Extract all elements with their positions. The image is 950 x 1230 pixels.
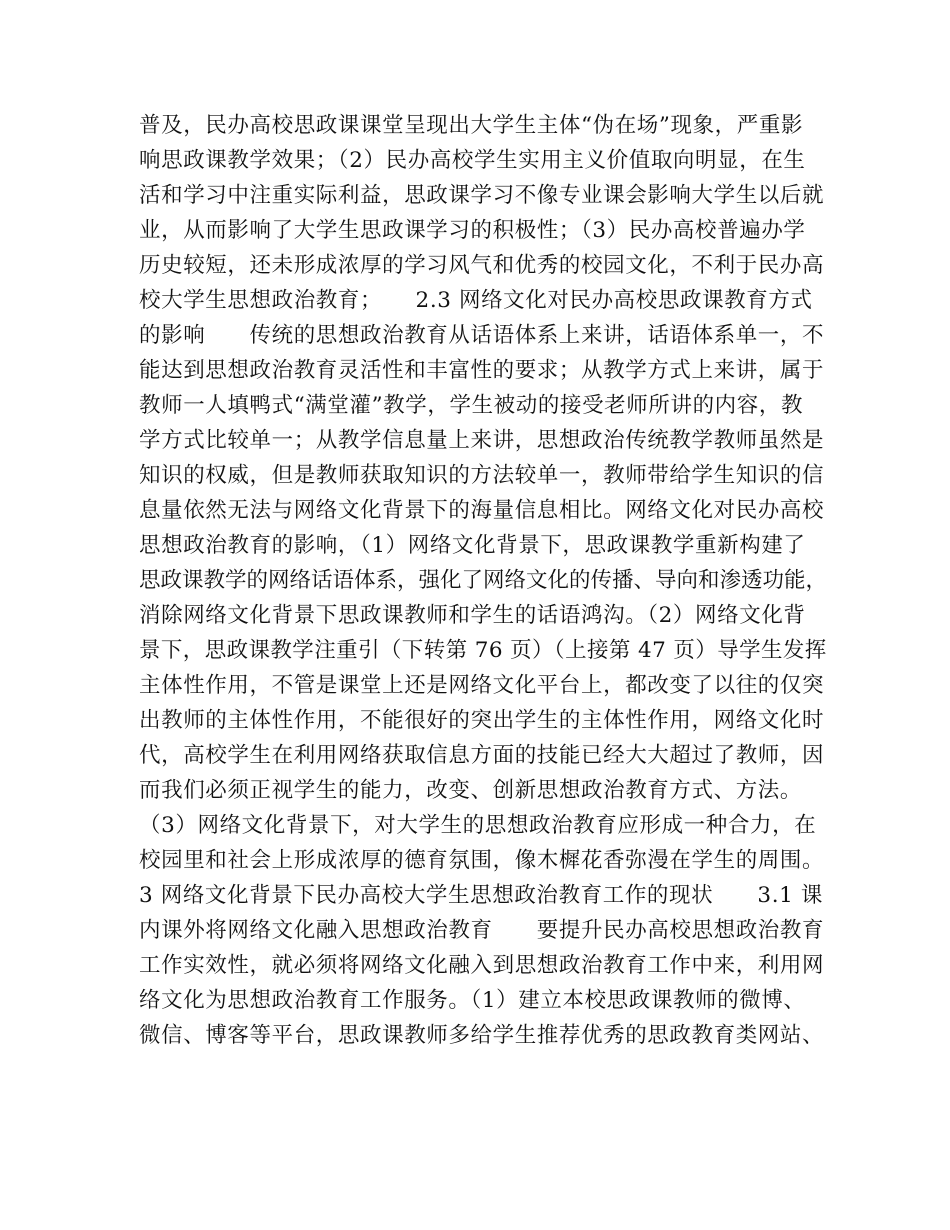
text-line: 络文化为思想政治教育工作服务。（1）建立本校思政课教师的微博、 — [139, 988, 806, 1013]
text-line: 而我们必须正视学生的能力，改变、创新思想政治教育方式、方法。 — [139, 778, 803, 803]
text-line: 历史较短，还未形成浓厚的学习风气和优秀的校园文化，不利于民办高 — [139, 253, 825, 278]
text-line: 校大学生思想政治教育； 2.3 网络文化对民办高校思政课教育方式 — [139, 288, 813, 313]
text-line: 校园里和社会上形成浓厚的德育氛围，像木樨花香弥漫在学生的周围。 — [139, 848, 825, 873]
text-line: 微信、博客等平台，思政课教师多给学生推荐优秀的思政教育类网站、 — [139, 1023, 825, 1048]
text-line: 内课外将网络文化融入思想政治教育 要提升民办高校思想政治教育 — [139, 918, 825, 943]
text-line: 消除网络文化背景下思政课教师和学生的话语鸿沟。（2）网络文化背 — [139, 603, 806, 628]
text-line: 的影响 传统的思想政治教育从话语体系上来讲，话语体系单一，不 — [139, 323, 825, 348]
text-line: 教师一人填鸭式“满堂灌”教学，学生被动的接受老师所讲的内容，教 — [139, 393, 804, 418]
text-line: 出教师的主体性作用，不能很好的突出学生的主体性作用，网络文化时 — [139, 708, 825, 733]
text-line: 学方式比较单一；从教学信息量上来讲，思想政治传统教学教师虽然是 — [139, 428, 825, 453]
text-line: 响思政课教学效果；（2）民办高校学生实用主义价值取向明显，在生 — [139, 148, 806, 173]
text-line: 主体性作用，不管是课堂上还是网络文化平台上，都改变了以往的仅突 — [139, 673, 825, 698]
text-line: 思政课教学的网络话语体系，强化了网络文化的传播、导向和渗透功能， — [139, 568, 828, 593]
text-line: 思想政治教育的影响，（1）网络文化背景下，思政课教学重新构建了 — [139, 533, 806, 558]
text-line: （3）网络文化背景下，对大学生的思想政治教育应形成一种合力，在 — [139, 813, 817, 838]
text-line: 普及，民办高校思政课课堂呈现出大学生主体“伪在场”现象，严重影 — [139, 113, 804, 138]
text-line: 能达到思想政治教育灵活性和丰富性的要求；从教学方式上来讲，属于 — [139, 358, 825, 383]
text-line: 景下，思政课教学注重引（下转第 76 页）（上接第 47 页）导学生发挥 — [139, 638, 827, 663]
text-line: 工作实效性，就必须将网络文化融入到思想政治教育工作中来，利用网 — [139, 953, 825, 978]
text-line: 代，高校学生在利用网络获取信息方面的技能已经大大超过了教师，因 — [139, 743, 825, 768]
body-text — [139, 108, 829, 1053]
text-line: 活和学习中注重实际利益，思政课学习不像专业课会影响大学生以后就 — [139, 183, 825, 208]
text-line: 业，从而影响了大学生思政课学习的积极性；（3）民办高校普遍办学 — [139, 218, 806, 243]
text-line: 知识的权威，但是教师获取知识的方法较单一，教师带给学生知识的信 — [139, 463, 825, 488]
text-line: 息量依然无法与网络文化背景下的海量信息相比。网络文化对民办高校 — [139, 498, 825, 523]
section-heading-line: 3 网络文化背景下民办高校大学生思想政治教育工作的现状 3.1 课 — [139, 883, 823, 908]
